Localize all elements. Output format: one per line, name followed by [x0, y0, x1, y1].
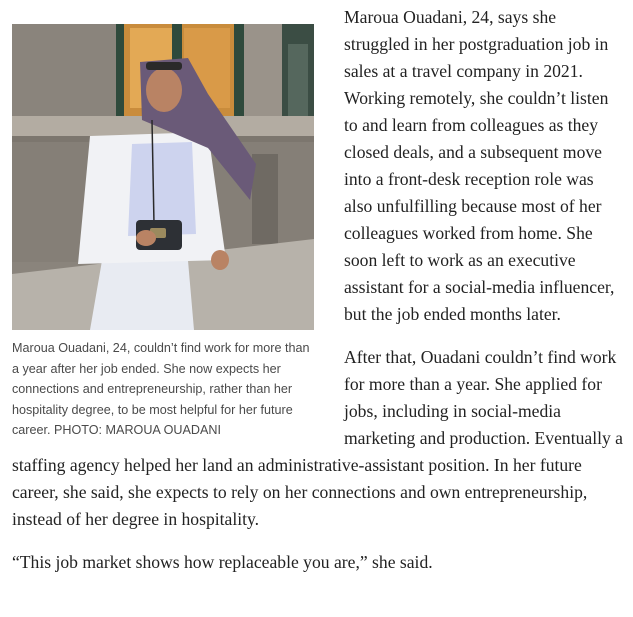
article-paragraph: Maroua Ouadani, 24, says she struggled in her postgraduation job in sales at a travel company in 2021. Working remotely, she couldn’t listen to and learn from colleagues as they closed deals, and a subsequent move into a front-desk reception role was also unfulfilling because most of her colleagues worked from home. She soon left to work as an executive assistant for a social-media influencer, but the job ended months later.: [344, 7, 615, 324]
article-paragraph: After that, Ouadani couldn’t find work for more than a year. She applied for jobs, including in social-media marketing and production. Eventually a staffing agency helped her land an administrative-assistant position. In her future career, she said, she expects to rely on her connections and own entrepreneurship, instead of her degree in hospitality.: [12, 347, 623, 529]
article-photo[interactable]: [12, 24, 314, 330]
photo-caption: Maroua Ouadani, 24, couldn’t find work for more than a year after her job ended. She now expects her connections and entrepreneurship, rather than her hospitality degree, to be most helpful for her future career. PHOTO: MAROUA OUADANI: [12, 341, 310, 437]
article-paragraph-quote: “This job market shows how replaceable you are,” she said.: [12, 552, 433, 572]
article-figure: [12, 24, 314, 441]
article-body: [12, 4, 624, 576]
photo-illustration: [12, 24, 314, 330]
